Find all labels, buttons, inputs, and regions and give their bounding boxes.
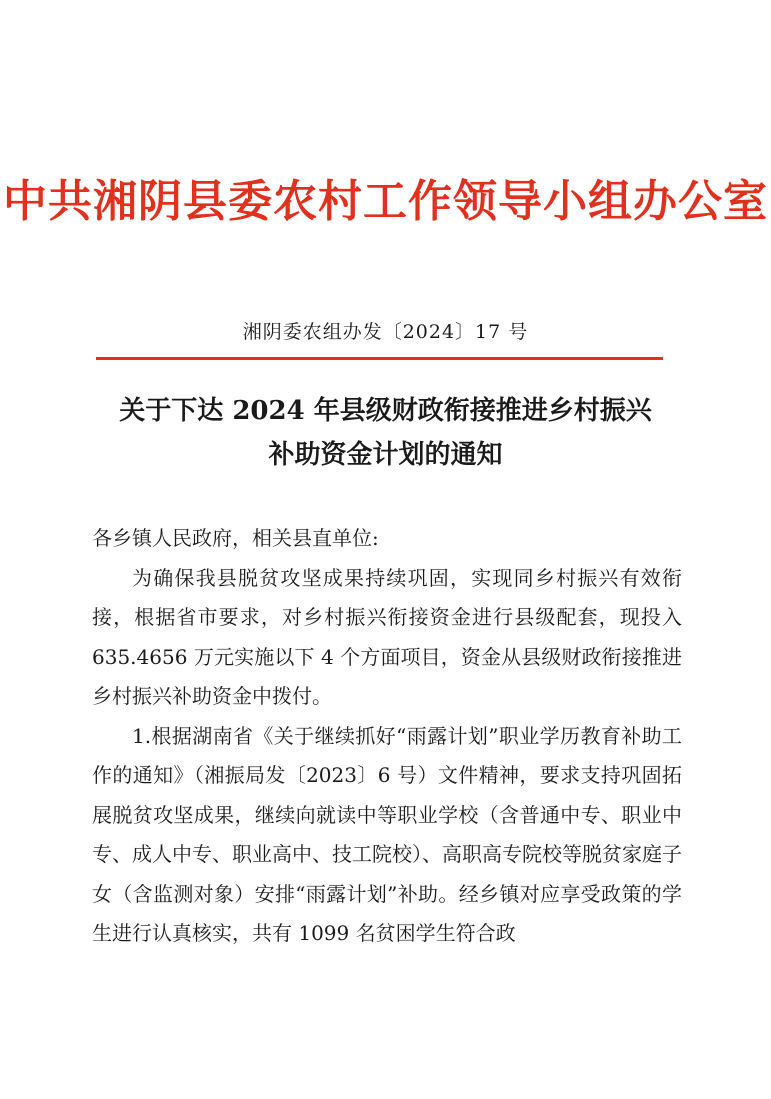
salutation: 各乡镇人民政府，相关县直单位:	[92, 526, 379, 550]
notice-title-line-1: 关于下达 2024 年县级财政衔接推进乡村振兴	[119, 396, 652, 426]
document-body	[92, 519, 682, 954]
issuer-header: 中共湘阴县委农村工作领导小组办公室	[3, 176, 768, 227]
document-number: 湘阴委农组办发〔2024〕17 号	[242, 321, 529, 343]
notice-title-line-2: 补助资金计划的通知	[268, 440, 503, 470]
red-divider-line	[96, 357, 663, 360]
paragraph-item-1: 1.根据湖南省《关于继续抓好“雨露计划”职业学历教育补助工作的通知》（湘振局发〔2023〕6 号）文件精神，要求支持巩固拓展脱贫攻坚成果，继续向就读中等职业学校（含普通中专、职业中专、成人中专、职业高中、技工院校）、高职高专院校等脱贫家庭子女（含监测对象）安排“雨露计划”补助。经乡镇对应享受政策的学生进行认真核实，共有 1099 名贫困学生符合政	[92, 723, 682, 945]
paragraph-intro: 为确保我县脱贫攻坚成果持续巩固，实现同乡村振兴有效衔接，根据省市要求，对乡村振兴衔接资金进行县级配套，现投入 635.4656 万元实施以下 4 个方面项目，资金从县级财政衔接推进乡村振兴补助资金中拨付。	[92, 565, 682, 708]
notice-title	[0, 389, 771, 477]
